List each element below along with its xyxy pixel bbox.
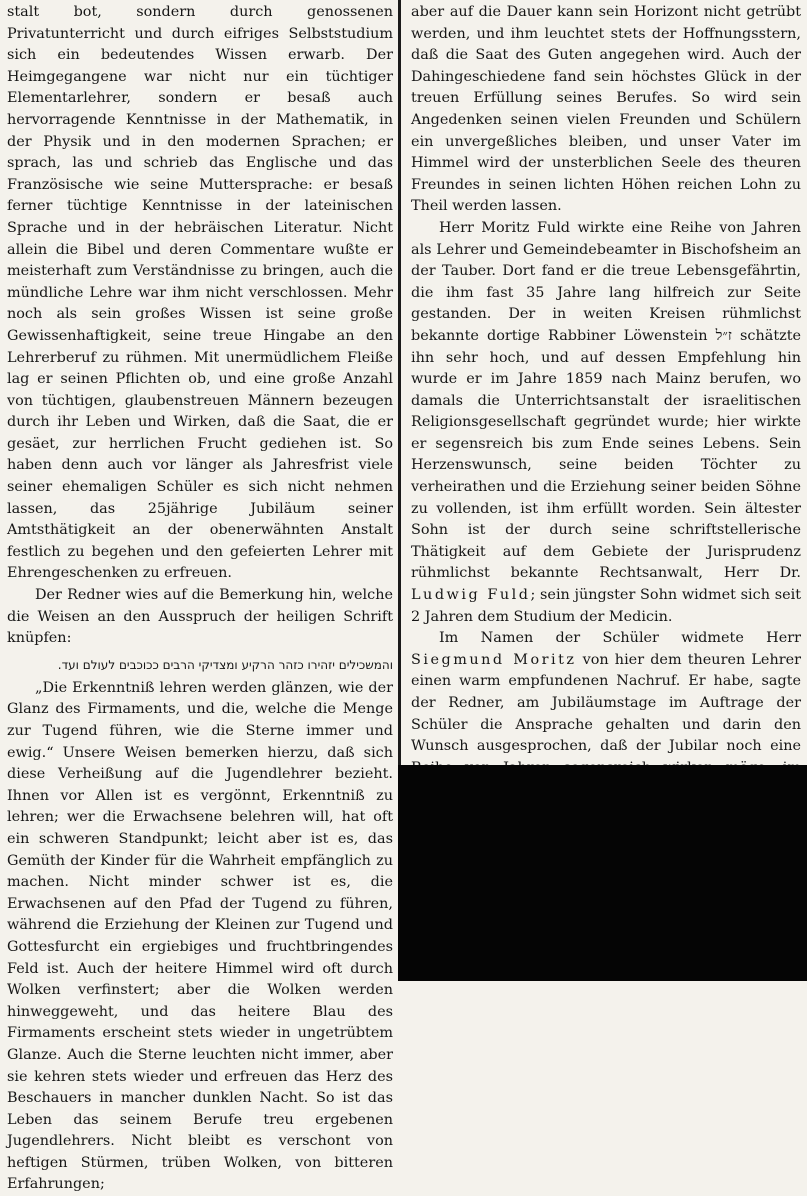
right-paragraph-2-text: Herr Moritz Fuld wirkte eine Reihe von Jahren als Lehrer und Gemeindebeamter in Bischofsheim an der Tauber. Dort fand er die treue Lebensgefährtin, die ihm fast 35 Jahre lang hilfreich zur Seite gestanden. Der in weiten Kreisen rühmlichst bekannte dortige Rabbiner Löwenstein ז״ל schätzte ihn sehr hoch, und auf dessen Empfehlung hin wurde er im Jahre 1859 nach Mainz berufen, wo damals die Unterrichtsanstalt der israelitischen Religionsgesellschaft gegründet wurde; hier wirkte er segensreich bis zum Ende seines Lebens. Sein Herzenswunsch, seine beiden Töchter zu verheirathen und die Erziehung seiner beiden Söhne zu vollenden, ist ihm erfüllt worden. Sein ältester Sohn ist der durch seine schriftstellerische Thätigkeit auf dem Gebiete der Jurisprudenz rühmlichst bekannte Rechtsanwalt, Herr Dr. xyxy=(411,219,802,582)
left-paragraph-1: stalt bot, sondern durch genossenen Privatunterricht und durch eifriges Selbststudium sich ein bedeutendes Wissen erwarb. Der Heimgegangene war nicht nur ein tüchtiger Elementarlehrer, sondern er besaß auch hervorragende Kenntnisse in der Mathematik, in der Physik und in den modernen Sprachen; er sprach, las und schrieb das Englische und das Französische wie seine Muttersprache: er besaß ferner tüchtige Kenntnisse in der lateinischen Sprache und in der hebräischen Literatur. Nicht allein die Bibel und deren Commentare wußte er meisterhaft zum Verständnisse zu bringen, auch die mündliche Lehre war ihm nicht verschlossen. Mehr noch als sein großes Wissen ist seine große Gewissenhaftigkeit, seine treue Hingabe an den Lehrerberuf zu rühmen. Mit unermüdlichem Fleiße lag er seinen Pflichten ob, und eine große Anzahl von tüchtigen, glaubenstreuen Männern bezeugen durch ihr Leben und Wirken, daß die Saat, die er gesäet, zur herrlichen Frucht gediehen ist. So haben denn auch vor länger als Jahresfrist viele seiner ehemaligen Schüler es sich nicht nehmen lassen, das 25jährige Jubiläum seiner Amtsthätigkeit an der obenerwähnten Anstalt festlich zu begehen und den gefeierten Lehrer mit Ehrengeschenken zu erfreuen. xyxy=(7,4,393,582)
left-paragraph-3: „Die Erkenntniß lehren werden glänzen, wie der Glanz des Firmaments, und die, welche die Menge zur Tugend führen, wie die Sterne immer und ewig.“ Unsere Weisen bemerken hierzu, daß sich diese Verheißung auf die Jugendlehrer bezieht. Ihnen vor Allen ist es vergönnt, Erkenntniß zu lehren; wer die Erwachsene belehren will, hat oft ein schweren Standpunkt; leicht aber ist es, das Gemüth der Kinder für die Wahrheit empfänglich zu machen. Nicht minder schwer ist es, die Erwachsenen auf den Pfad der Tugend zu führen, während die Erziehung der Kleinen zur Tugend und Gottesfurcht ein ergiebiges und fruchtbringendes Feld ist. Auch der heitere Himmel wird oft durch Wolken verfinstert; aber die Wolken werden hinweggeweht, und das heitere Blau des Firmaments erscheint stets wieder in ungetrübtem Glanze. Auch die Sterne leuchten nicht immer, aber sie kehren stets wieder und erfreuen das Herz des Beschauers in mancher dunklen Nacht. So ist das Leben das seinem Berufe treu ergebenen Jugendlehrers. Nicht bleibt es verschont von heftigen Stürmen, trüben Wolken, von bitteren Erfahrungen; xyxy=(7,679,393,1193)
hebrew-quote: והמשכילים יזהירו כזהר הרקיע ומצדיקי הרבים ככוכבים לעולם ועד. xyxy=(57,657,393,672)
scan-black-area xyxy=(398,765,807,981)
right-paragraph-3-end: von hier dem theuren Lehrer einen warm empfundenen Nachruf. Er habe, sagte der Redner, am Jubiläumstage im Auftrage der Schüler die Ansprache gehalten und darin den Wunsch ausgesprochen, daß der Jubilar noch eine xyxy=(411,651,801,755)
left-column xyxy=(2,0,396,1196)
right-paragraph-1: aber auf die Dauer kann sein Horizont nicht getrübt werden, und ihm leuchtet stets der Hoffnungsstern, daß die Saat des Guten angegehen wird. Auch der Dahingeschiedene fand sein höchstes Glück in der treuen Erfüllung seines Berufes. So wird sein Angedenken seinen vielen Freunden und Schülern ein unvergeßliches bleiben, und unser Vater im Himmel wird der unsterblichen Seele des theuren Freundes in seinen lichten Höhen reichen Lohn zu Theil werden lassen. xyxy=(411,4,801,215)
person-name-siegmund-moritz: Siegmund Moritz xyxy=(411,651,577,668)
right-paragraph-2-end: ; sein jüngster Sohn widmet sich seit 2 Jahren dem Studium der Medicin. xyxy=(411,587,801,625)
person-name-ludwig-fuld: Ludwig Fuld xyxy=(411,587,531,604)
right-paragraph-3-start: Im Namen der Schüler widmete Herr xyxy=(439,630,801,647)
right-paragraph-2 xyxy=(411,218,801,628)
left-paragraph-2: Der Redner wies auf die Bemerkung hin, welche die Weisen an den Ausspruch der heiligen Schrift knüpfen: xyxy=(7,587,393,647)
